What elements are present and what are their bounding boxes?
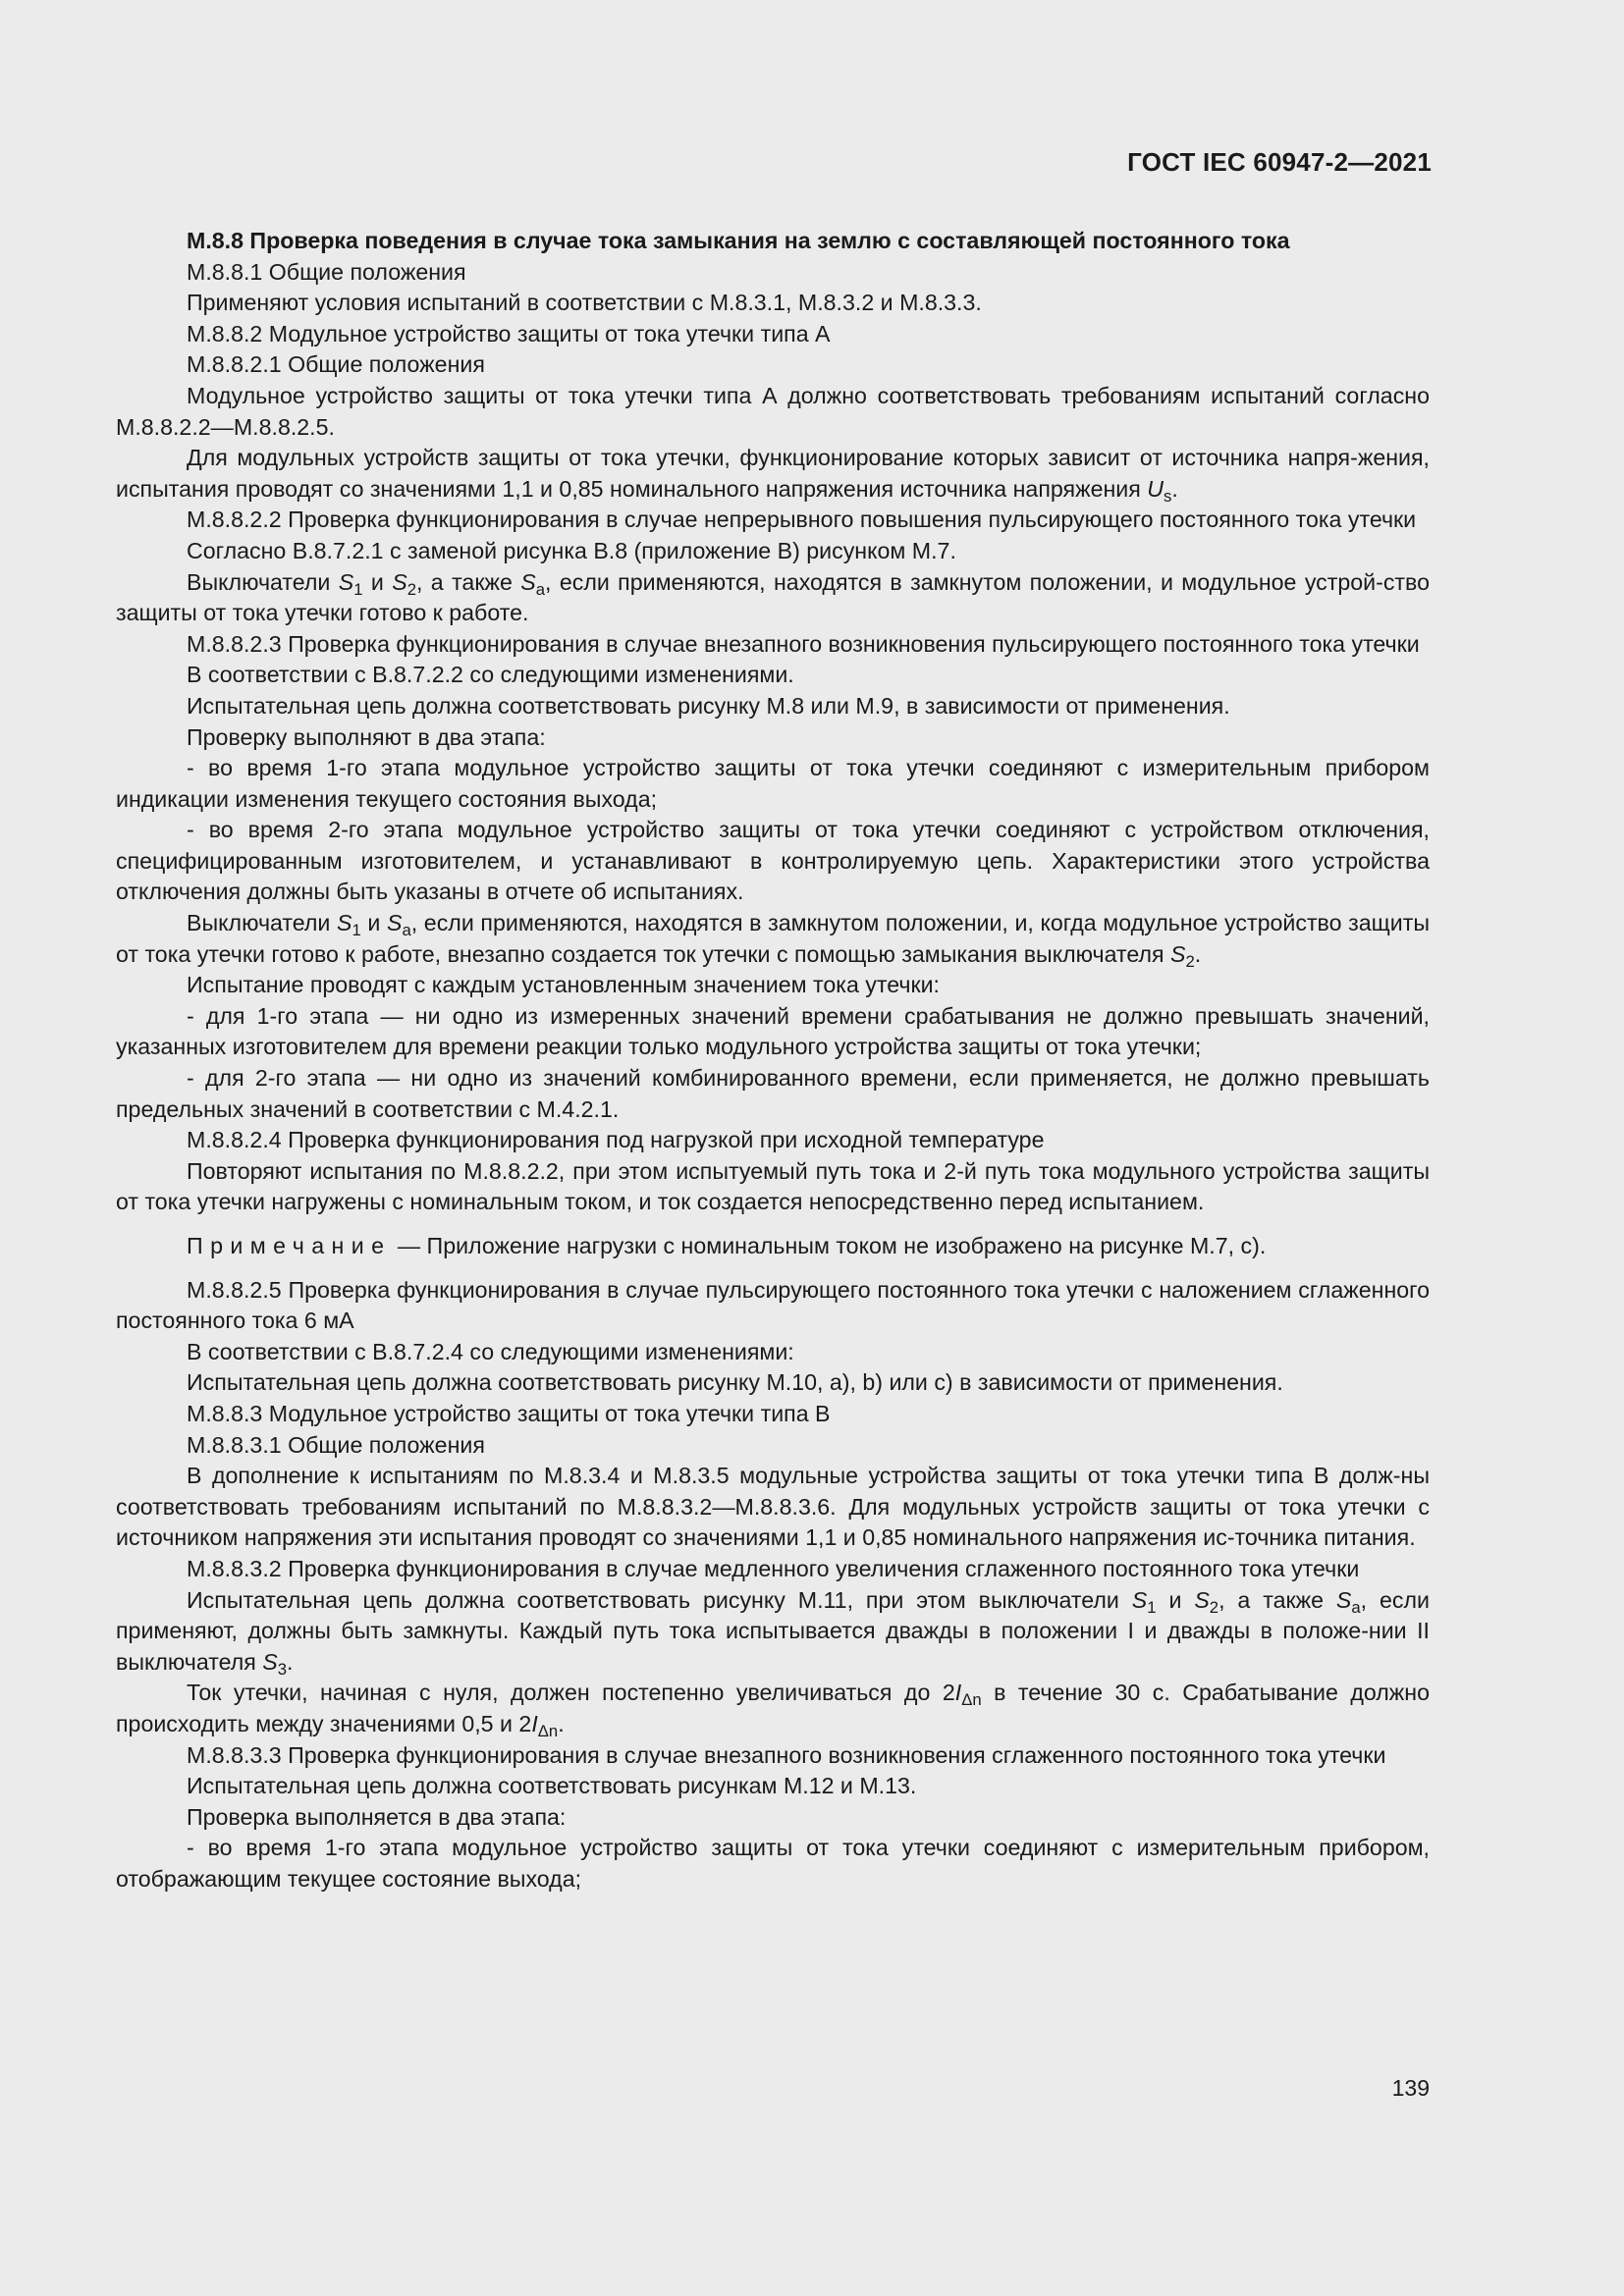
paragraph: Испытание проводят с каждым установленным значением тока утечки: [187, 972, 940, 998]
list-item: - во время 1-го этапа модульное устройство защиты от тока утечки соединяют с измерительным прибором индикации изменения текущего состояния выхода; [116, 755, 1430, 812]
paragraph: Испытательная цепь должна соответствовать рисунку M.10, a), b) или c) в зависимости от применения. [187, 1369, 1283, 1396]
list-item: - для 1-го этапа — ни одно из измеренных значений времени срабатывания не должно превышать значений, указанных изготовителем для времени реакции только модульного устройства защиты от тока утечки; [116, 1002, 1430, 1060]
paragraph: Применяют условия испытаний в соответствии с M.8.3.1, M.8.3.2 и M.8.3.3. [187, 290, 982, 316]
subsection-heading: M.8.8.2.4 Проверка функционирования под нагрузкой при исходной температуре [187, 1127, 1045, 1153]
paragraph: Повторяют испытания по M.8.8.2.2, при этом испытуемый путь тока и 2-й путь тока модульного устройства защиты от тока утечки нагружены с номинальным током, и ток создается непосредственно перед испытанием. [116, 1157, 1430, 1215]
paragraph: Испытательная цепь должна соответствовать рисункам M.12 и M.13. [187, 1773, 917, 1799]
paragraph: В дополнение к испытаниям по M.8.3.4 и M.8.3.5 модульные устройства защиты от тока утечки типа B долж-ны соответствовать требованиям испытаний по M.8.8.3.2—M.8.8.3.6. Для модульных устройств защиты от тока утечки с источником напряжения эти испытания проводят со значениями 1,1 и 0,85 номинального напряжения ис-точника питания. [116, 1463, 1430, 1551]
subsection-heading: M.8.8.2.1 Общие положения [187, 351, 485, 378]
subsection-heading: M.8.8.1 Общие положения [187, 258, 466, 285]
paragraph: Модульное устройство защиты от тока утечки типа А должно соответствовать требованиям испытаний согласно M.8.8.2.2—M.8.8.2.5. [116, 382, 1430, 440]
subsection-heading: M.8.8.2.2 Проверка функционирования в случае непрерывного повышения пульсирующего постоянного тока утечки [187, 507, 1417, 533]
subsection-heading: M.8.8.3.2 Проверка функционирования в случае медленного увеличения сглаженного постоянного тока утечки [187, 1555, 1360, 1581]
section-heading: M.8.8 Проверка поведения в случае тока замыкания на землю с составляющей постоянного тока [187, 228, 1290, 253]
paragraph: Согласно B.8.7.2.1 с заменой рисунка B.8 (приложение B) рисунком M.7. [187, 537, 956, 563]
paragraph: Проверка выполняется в два этапа: [187, 1803, 567, 1830]
subsection-heading: M.8.8.3.3 Проверка функционирования в случае внезапного возникновения сглаженного постоянного тока утечки [187, 1741, 1386, 1768]
subsection-heading: M.8.8.2.3 Проверка функционирования в случае внезапного возникновения пульсирующего постоянного тока утечки [187, 630, 1420, 657]
note: Примечание — Приложение нагрузки с номинальным током не изображено на рисунке M.7, c). [187, 1233, 1267, 1258]
list-item: - во время 1-го этапа модульное устройство защиты от тока утечки соединяют с измерительным прибором, отображающим текущее состояние выхода; [116, 1835, 1430, 1892]
paragraph: Для модульных устройств защиты от тока утечки, функционирование которых зависит от источника напря-жения, испытания проводят со значениями 1,1 и 0,85 номинального напряжения источника напряжения $U_s$. [116, 445, 1430, 506]
paragraph: Выключатели $S_1$ и $S_2$, а также $S_a$, если применяются, находятся в замкнутом положении, и модульное устрой-ство защиты от тока утечки готово к работе. [116, 568, 1430, 626]
page-number: 139 [1391, 2075, 1430, 2101]
paragraph: В соответствии с B.8.7.2.4 со следующими изменениями: [187, 1338, 794, 1364]
paragraph: Выключатели $S_1$ и $S_a$, если применяются, находятся в замкнутом положении, и, когда модульное устройство защиты от тока утечки готово к работе, внезапно создается ток утечки с помощью замыкания выключателя $S_2$. [116, 910, 1430, 971]
paragraph: Испытательная цепь должна соответствовать рисунку M.8 или M.9, в зависимости от применения. [187, 692, 1230, 719]
paragraph: Ток утечки, начиная с нуля, должен постепенно увеличиваться до $2I_{\Delta n}$ в течение 30 с. Срабатывание должно происходить между значениями 0,5 и $2I_{\Delta n}$. [116, 1680, 1430, 1740]
subsection-heading: M.8.8.3 Модульное устройство защиты от тока утечки типа B [187, 1400, 831, 1426]
subsection-heading: M.8.8.2.5 Проверка функционирования в случае пульсирующего постоянного тока утечки с наложением сглаженного постоянного тока 6 мА [116, 1276, 1430, 1334]
subsection-heading: M.8.8.2 Модульное устройство защиты от тока утечки типа А [187, 320, 831, 347]
document-body [116, 226, 1430, 1895]
paragraph: В соответствии с B.8.7.2.2 со следующими изменениями. [187, 662, 794, 688]
list-item: - во время 2-го этапа модульное устройство защиты от тока утечки соединяют с устройством отключения, специфицированным изготовителем, и устанавливают в контролируемую цепь. Характеристики этого устройства отключения должны быть указаны в отчете об испытаниях. [116, 817, 1430, 905]
subsection-heading: M.8.8.3.1 Общие положения [187, 1431, 485, 1458]
document-header: ГОСТ IEC 60947-2—2021 [1127, 147, 1432, 177]
list-item: - для 2-го этапа — ни одно из значений комбинированного времени, если применяется, не должно превышать предельных значений в соответствии с M.4.2.1. [116, 1065, 1430, 1122]
paragraph: Испытательная цепь должна соответствовать рисунку M.11, при этом выключатели $S_1$ и $S_2$, а также $S_a$, если применяют, должны быть замкнуты. Каждый путь тока испытывается дважды в положении I и дважды в положе-нии II выключателя $S_3$. [116, 1586, 1430, 1679]
paragraph: Проверку выполняют в два этапа: [187, 723, 546, 750]
